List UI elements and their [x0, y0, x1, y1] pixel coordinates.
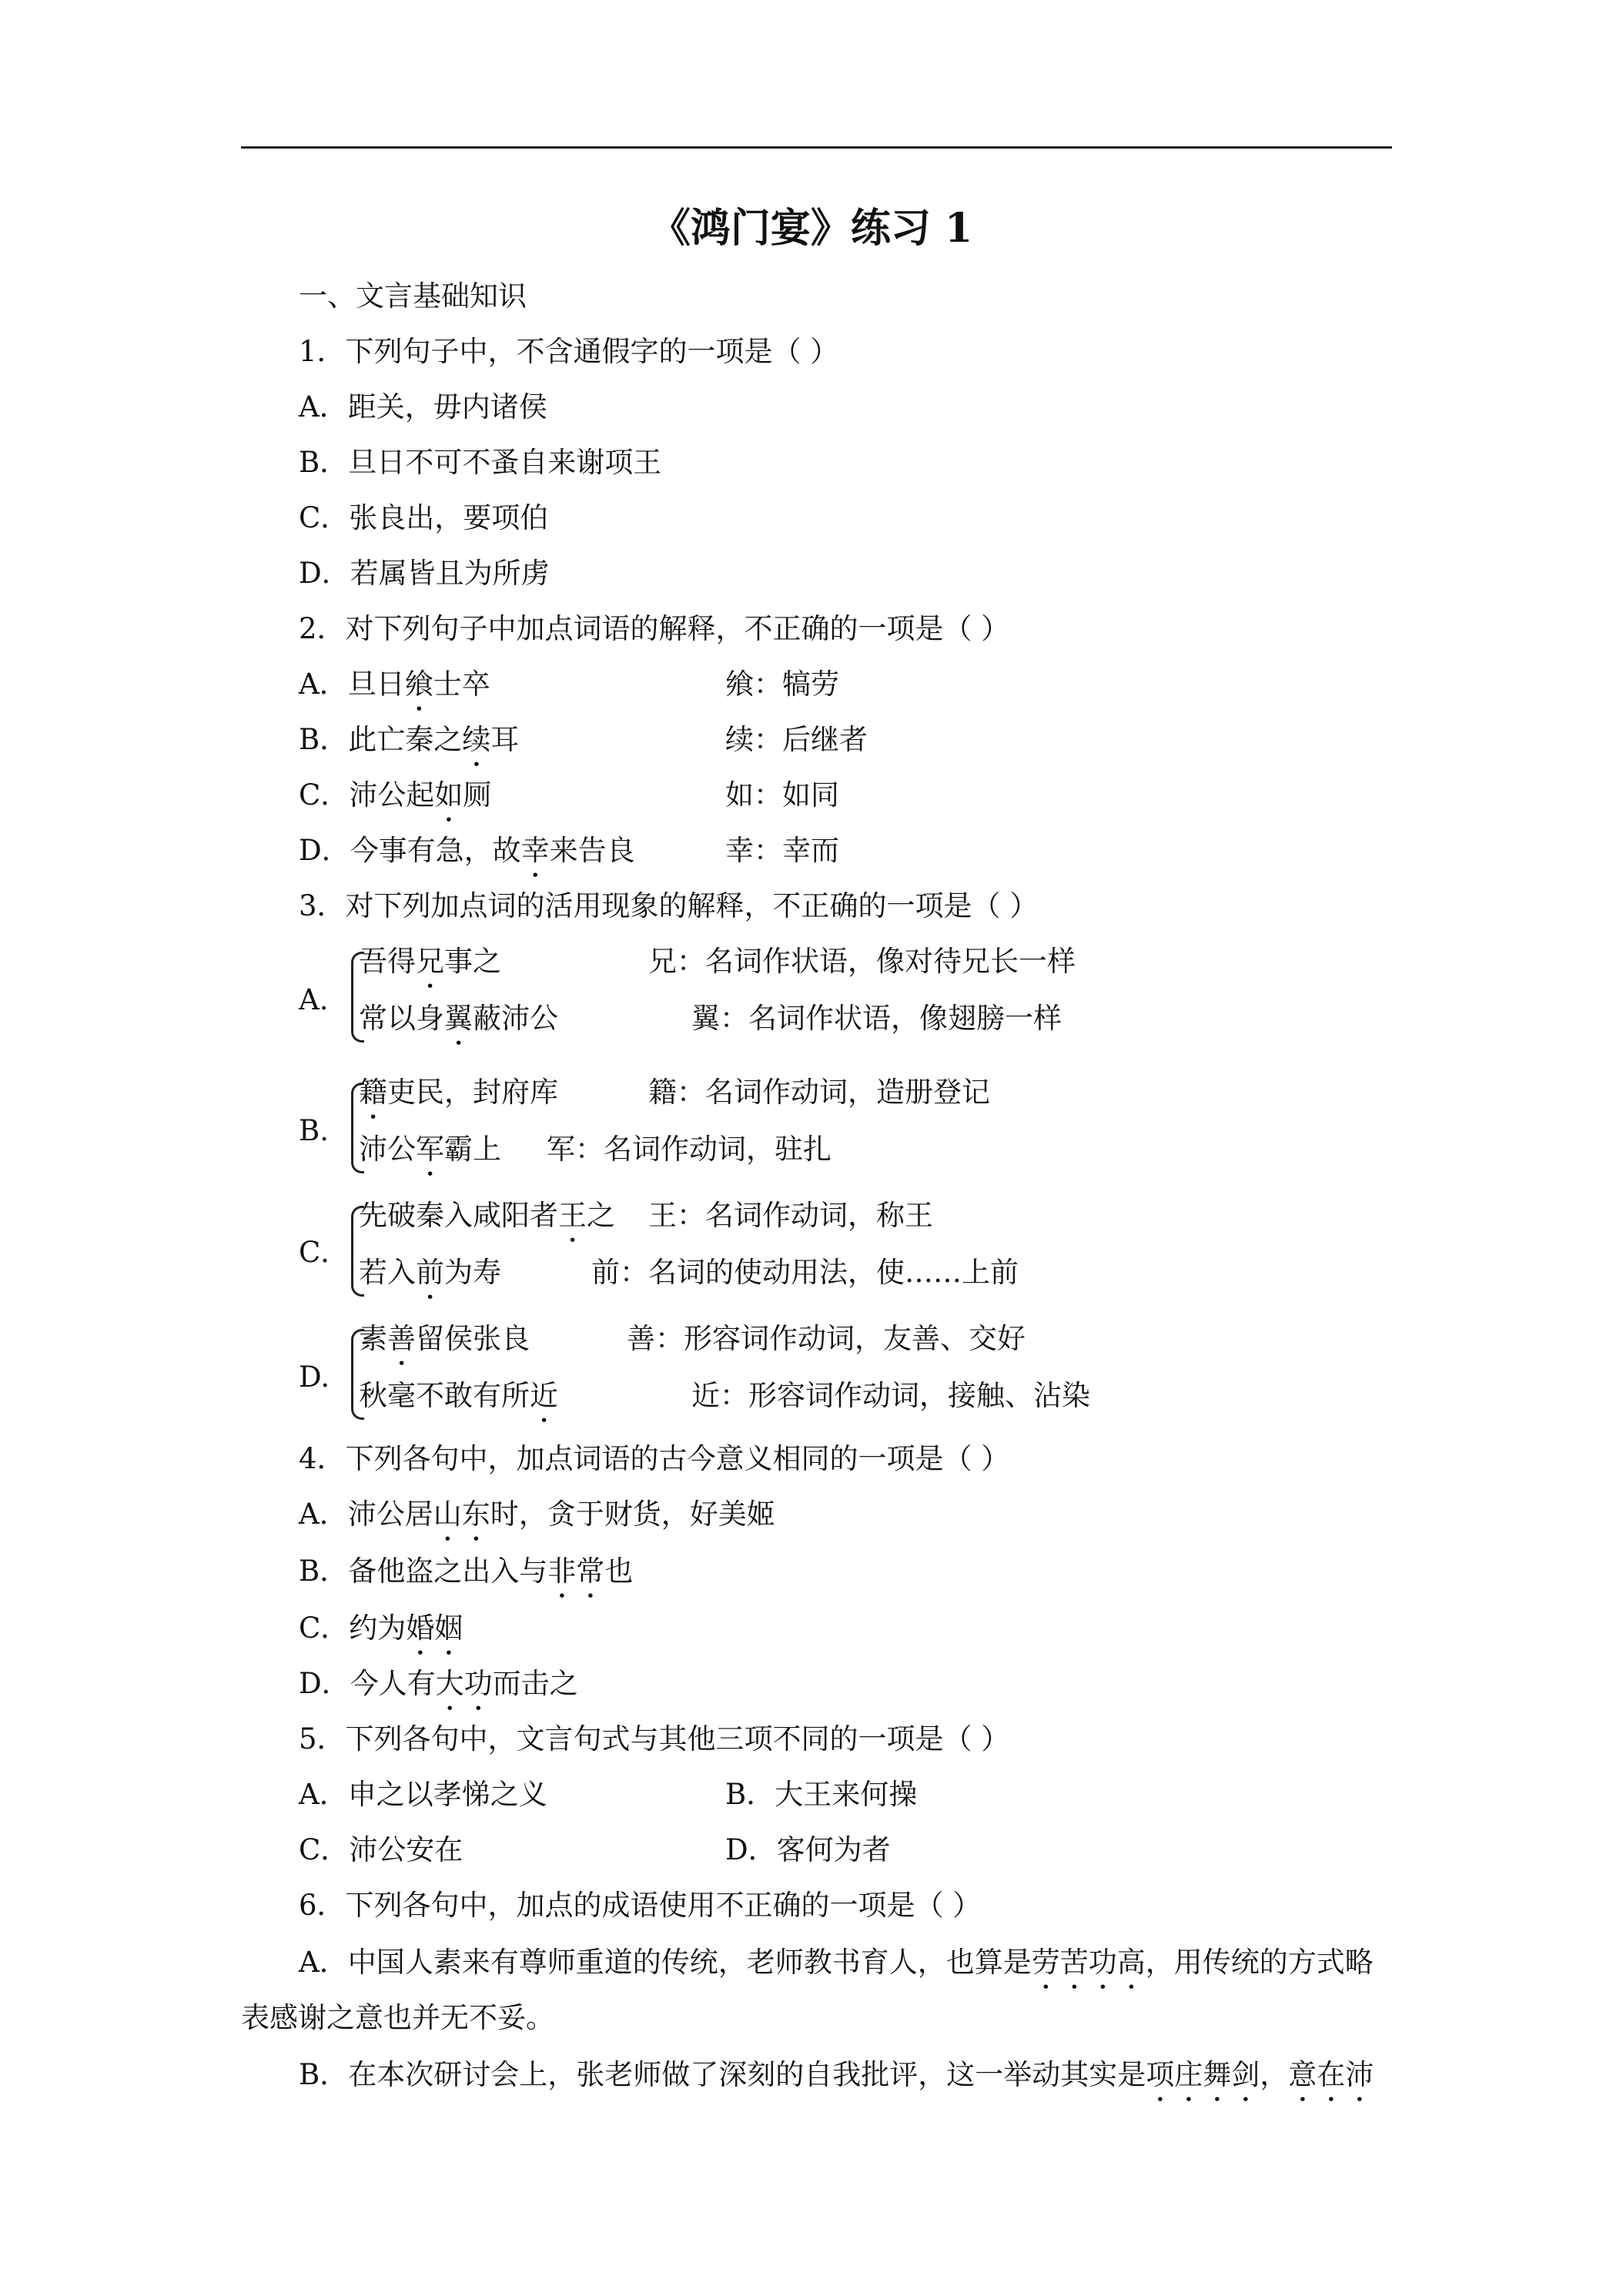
q3-c-expl1: 王：名词作动词，称王 — [648, 1199, 933, 1232]
q2-explanation-b: 续：后继者 — [725, 723, 868, 756]
q2-explanation-c: 如：如同 — [725, 778, 839, 812]
q2-option-d: D．今事有急，故幸来告良 — [299, 834, 635, 867]
q1-option-d: D．若属皆且为所虏 — [299, 557, 550, 590]
q4-option-a: A．沛公居山东时，贪于财货，好美姬 — [299, 1498, 775, 1531]
q3-stem: 3．对下列加点词的活用现象的解释，不正确的一项是（ ） — [299, 889, 1039, 922]
q3-d-expl2: 近：形容词作动词，接触、沾染 — [691, 1379, 1090, 1412]
q3-d-expl1: 善：形容词作动词，友善、交好 — [627, 1322, 1026, 1355]
q2-explanation-a: 飨：犒劳 — [725, 668, 839, 701]
q6-option-b-line1: B．在本次研讨会上，张老师做了深刻的自我批评，这一举动其实是项庄舞剑，意在沛 — [299, 2058, 1374, 2091]
q3-group-a-letter: A. — [299, 983, 329, 1016]
q5-stem: 5．下列各句中，文言句式与其他三项不同的一项是（ ） — [299, 1722, 1010, 1755]
q3-c-expl2: 前：名词的使动用法，使……上前 — [591, 1256, 1019, 1289]
q3-d-item2: 秋毫不敢有所近 — [359, 1379, 558, 1412]
q6-option-a-line2: 表感谢之意也并无不妥。 — [241, 2001, 554, 2034]
q1-stem: 1．下列句子中，不含通假字的一项是（ ） — [299, 335, 839, 368]
q3-b-item1: 籍吏民，封府库 — [359, 1076, 558, 1109]
section-heading: 一、文言基础知识 — [299, 279, 527, 313]
q3-a-item1: 吾得兄事之 — [359, 945, 501, 978]
q3-b-expl2: 军：名词作动词，驻扎 — [547, 1133, 832, 1166]
q6-option-a-line1: A．中国人素来有尊师重道的传统，老师教书育人，也算是劳苦功高，用传统的方式略 — [299, 1946, 1374, 1979]
q1-option-c: C．张良出，要项伯 — [299, 501, 549, 534]
q2-explanation-d: 幸：幸而 — [725, 834, 839, 867]
header-rule — [241, 146, 1392, 149]
q3-a-item2: 常以身翼蔽沛公 — [359, 1002, 558, 1035]
q1-option-a: A．距关，毋内诸侯 — [299, 390, 547, 423]
q3-c-item2: 若入前为寿 — [359, 1256, 501, 1289]
q5-option-b: B．大王来何操 — [725, 1778, 918, 1811]
q2-option-c: C．沛公起如厕 — [299, 778, 492, 812]
q1-option-b: B．旦日不可不蚤自来谢项王 — [299, 446, 662, 479]
q2-option-a: A．旦日飨士卒 — [299, 668, 490, 701]
q3-group-b-letter: B. — [299, 1114, 329, 1147]
q3-d-item1: 素善留侯张良 — [359, 1322, 530, 1355]
q4-option-c: C．约为婚姻 — [299, 1612, 463, 1645]
q4-option-d: D．今人有大功而击之 — [299, 1667, 578, 1700]
q3-group-c-letter: C． — [299, 1236, 350, 1269]
q2-stem: 2．对下列句子中加点词语的解释，不正确的一项是（ ） — [299, 612, 1010, 645]
q5-option-c: C．沛公安在 — [299, 1833, 463, 1866]
q3-b-expl1: 籍：名词作动词，造册登记 — [648, 1076, 990, 1109]
q4-stem: 4．下列各句中，加点词语的古今意义相同的一项是（ ） — [299, 1442, 1010, 1475]
q3-b-item2: 沛公军霸上 — [359, 1133, 501, 1166]
page-title: 《鸿门宴》练习 1 — [650, 205, 973, 252]
q5-option-d: D．客何为者 — [725, 1833, 891, 1866]
q2-option-b: B．此亡秦之续耳 — [299, 723, 520, 756]
q4-option-b: B．备他盗之出入与非常也 — [299, 1555, 634, 1588]
q3-group-d-letter: D. — [299, 1361, 330, 1394]
q6-stem: 6．下列各句中，加点的成语使用不正确的一项是（ ） — [299, 1889, 982, 1922]
q5-option-a: A．申之以孝悌之义 — [299, 1778, 547, 1811]
q3-a-expl1: 兄：名词作状语，像对待兄长一样 — [648, 945, 1076, 978]
q3-c-item1: 先破秦入咸阳者王之 — [359, 1199, 615, 1232]
q3-a-expl2: 翼：名词作状语，像翅膀一样 — [691, 1002, 1062, 1035]
